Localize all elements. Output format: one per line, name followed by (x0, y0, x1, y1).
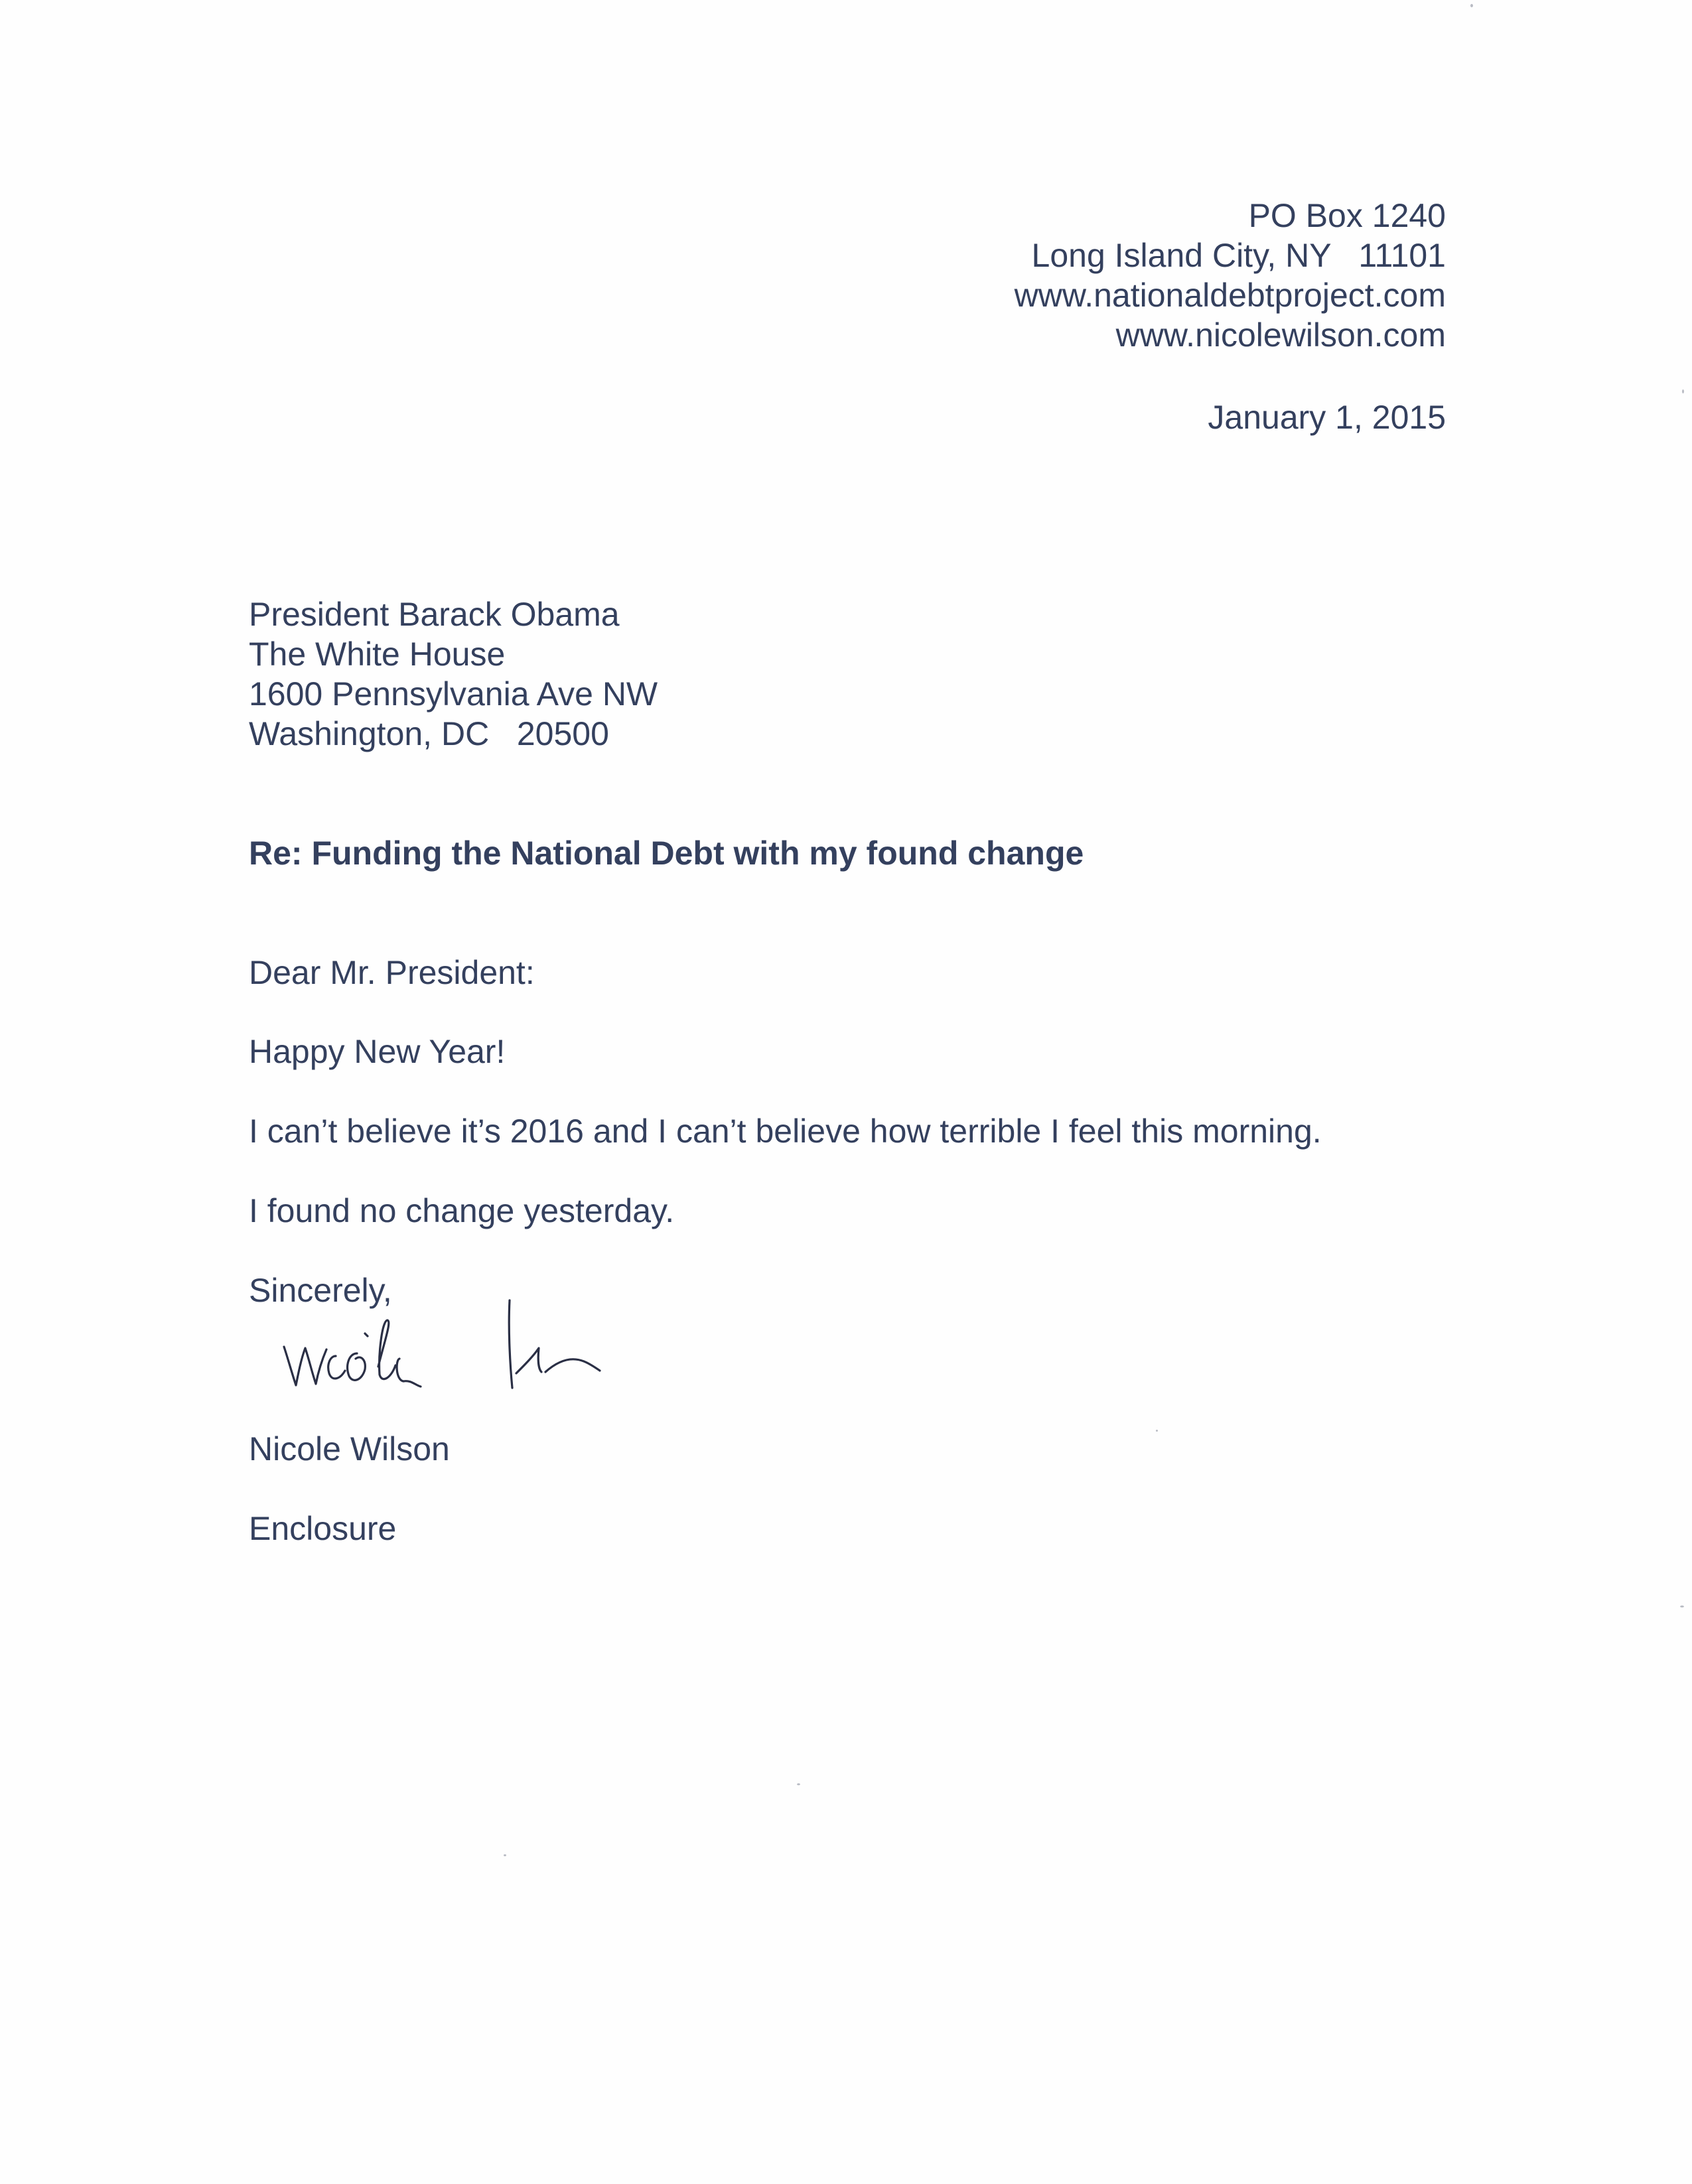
handwritten-signature (279, 1287, 637, 1400)
sender-website-project: www.nationaldebtproject.com (1014, 277, 1446, 314)
sender-website-personal: www.nicolewilson.com (1115, 316, 1446, 354)
letter-date: January 1, 2015 (1208, 399, 1446, 436)
closing: Sincerely, (249, 1272, 392, 1309)
sender-address-block (849, 196, 1446, 355)
sender-po-box: PO Box 1240 (1248, 197, 1446, 234)
recipient-address-block (249, 594, 658, 754)
enclosure-note: Enclosure (249, 1510, 397, 1547)
scan-speck (1470, 4, 1473, 7)
sender-city-zip: Long Island City, NY 11101 (1031, 237, 1446, 274)
scan-speck (1156, 1430, 1158, 1432)
scan-speck (504, 1854, 506, 1856)
signer-name: Nicole Wilson (249, 1430, 450, 1467)
recipient-name: President Barack Obama (249, 596, 620, 633)
scan-speck (797, 1783, 800, 1785)
body-paragraph: I found no change yesterday. (249, 1192, 675, 1229)
recipient-street: 1600 Pennsylvania Ave NW (249, 675, 658, 713)
scan-speck (1682, 389, 1684, 393)
scan-speck (1680, 1605, 1684, 1607)
subject-line: Re: Funding the National Debt with my found change (249, 835, 1084, 872)
recipient-city-zip: Washington, DC 20500 (249, 715, 609, 752)
recipient-organization: The White House (249, 636, 506, 673)
salutation: Dear Mr. President: (249, 954, 535, 991)
body-paragraph: Happy New Year! (249, 1033, 506, 1070)
body-paragraph: I can’t believe it’s 2016 and I can’t believe how terrible I feel this morning. (249, 1113, 1322, 1150)
